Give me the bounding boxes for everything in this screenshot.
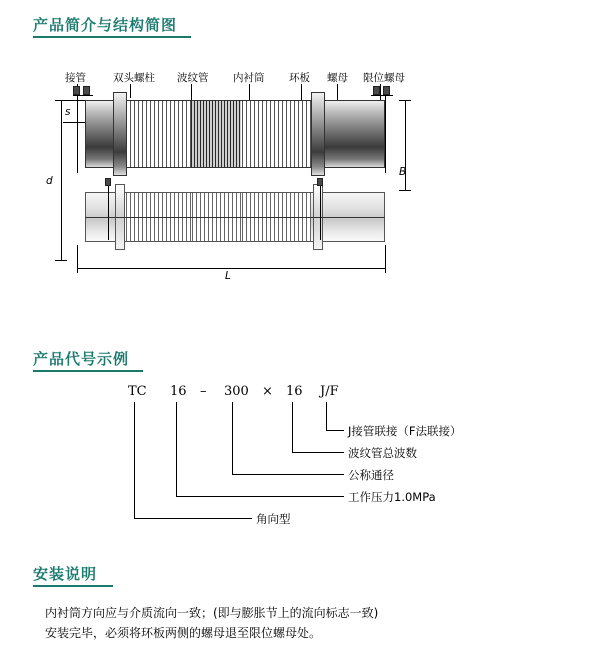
dim-B-tick-top — [399, 100, 411, 101]
dim-d-line — [61, 100, 62, 260]
code-desc-4: 角向型 — [256, 512, 291, 526]
code-connector-3 — [176, 496, 344, 497]
flange-left-top — [113, 92, 127, 176]
code-connector-4 — [134, 518, 252, 519]
stud-bolt-top-left — [73, 86, 80, 95]
bellows-center-top — [191, 100, 241, 168]
code-part-4: × — [262, 384, 273, 399]
section-title-intro-underline — [33, 36, 191, 38]
section-title-code: 产品代号示例 — [33, 350, 130, 368]
section-title-install: 安装说明 — [33, 565, 98, 583]
bellows-left-top — [121, 100, 191, 168]
nut-top-right — [383, 86, 390, 95]
code-line-2 — [232, 402, 233, 474]
dim-L-ext-right — [385, 245, 386, 273]
stud-bottom-left — [108, 186, 109, 240]
code-part-5: 16 — [286, 384, 303, 399]
code-connector-0 — [326, 430, 344, 431]
install-note-1: 安装完毕，必须将环板两侧的螺母退至限位螺母处。 — [45, 626, 322, 640]
code-connector-1 — [292, 452, 344, 453]
dimension-B: B — [399, 166, 407, 178]
stud-vertical-right — [385, 95, 386, 173]
code-line-3 — [176, 402, 177, 496]
nut-bottom-left — [105, 178, 111, 186]
code-desc-1: 波纹管总波数 — [348, 446, 417, 460]
dim-d-tick-bot — [55, 260, 67, 261]
limit-nut-top-right — [373, 86, 380, 95]
callout-label-0: 接管 — [65, 72, 86, 84]
callout-label-6: 限位螺母 — [363, 72, 405, 84]
stud-rod-top-right — [371, 95, 393, 96]
code-desc-3: 工作压力1.0MPa — [348, 490, 436, 504]
flange-right-top — [311, 92, 325, 176]
dim-s-line-bot — [63, 122, 85, 123]
section-title-intro: 产品简介与结构简图 — [33, 16, 178, 34]
code-line-0 — [326, 402, 327, 430]
nut-top-left — [83, 86, 90, 95]
code-desc-2: 公称通径 — [348, 468, 394, 482]
code-part-0: TC — [128, 384, 147, 399]
stud-bottom-right — [320, 186, 321, 240]
code-desc-0: J接管联接（F法联接） — [348, 424, 462, 438]
dimension-L: L — [225, 270, 231, 282]
leader-line-1 — [130, 84, 131, 98]
code-line-4 — [134, 402, 135, 518]
stud-rod-top-left — [73, 95, 93, 96]
centerline-bottom — [85, 217, 385, 218]
leader-line-6 — [380, 84, 381, 100]
code-part-3: 300 — [224, 384, 249, 399]
callout-label-5: 螺母 — [327, 72, 348, 84]
callout-label-2: 波纹管 — [177, 72, 209, 84]
bellows-right-top — [241, 100, 311, 168]
callout-label-4: 环板 — [289, 72, 310, 84]
dimension-d: d — [46, 175, 53, 187]
callout-label-3: 内衬筒 — [233, 72, 265, 84]
callout-label-1: 双头螺柱 — [113, 72, 155, 84]
dim-B-tick-bot — [399, 190, 411, 191]
dimension-s: s — [65, 106, 71, 118]
code-part-1: 16 — [170, 384, 187, 399]
product-code-diagram — [120, 378, 520, 538]
code-part-6: J/F — [320, 384, 339, 399]
code-line-1 — [292, 402, 293, 452]
code-part-2: – — [200, 384, 207, 399]
section-title-install-underline — [33, 585, 113, 587]
section-title-code-underline — [33, 370, 143, 372]
structure-diagram — [46, 70, 475, 290]
dim-d-tick-top — [55, 100, 67, 101]
nut-bottom-right — [317, 178, 323, 186]
stud-vertical-left — [77, 95, 78, 173]
install-note-0: 内衬筒方向应与介质流向一致；(即与膨胀节上的流向标志一致) — [45, 606, 379, 620]
dim-L-line — [77, 268, 385, 269]
code-connector-2 — [232, 474, 344, 475]
